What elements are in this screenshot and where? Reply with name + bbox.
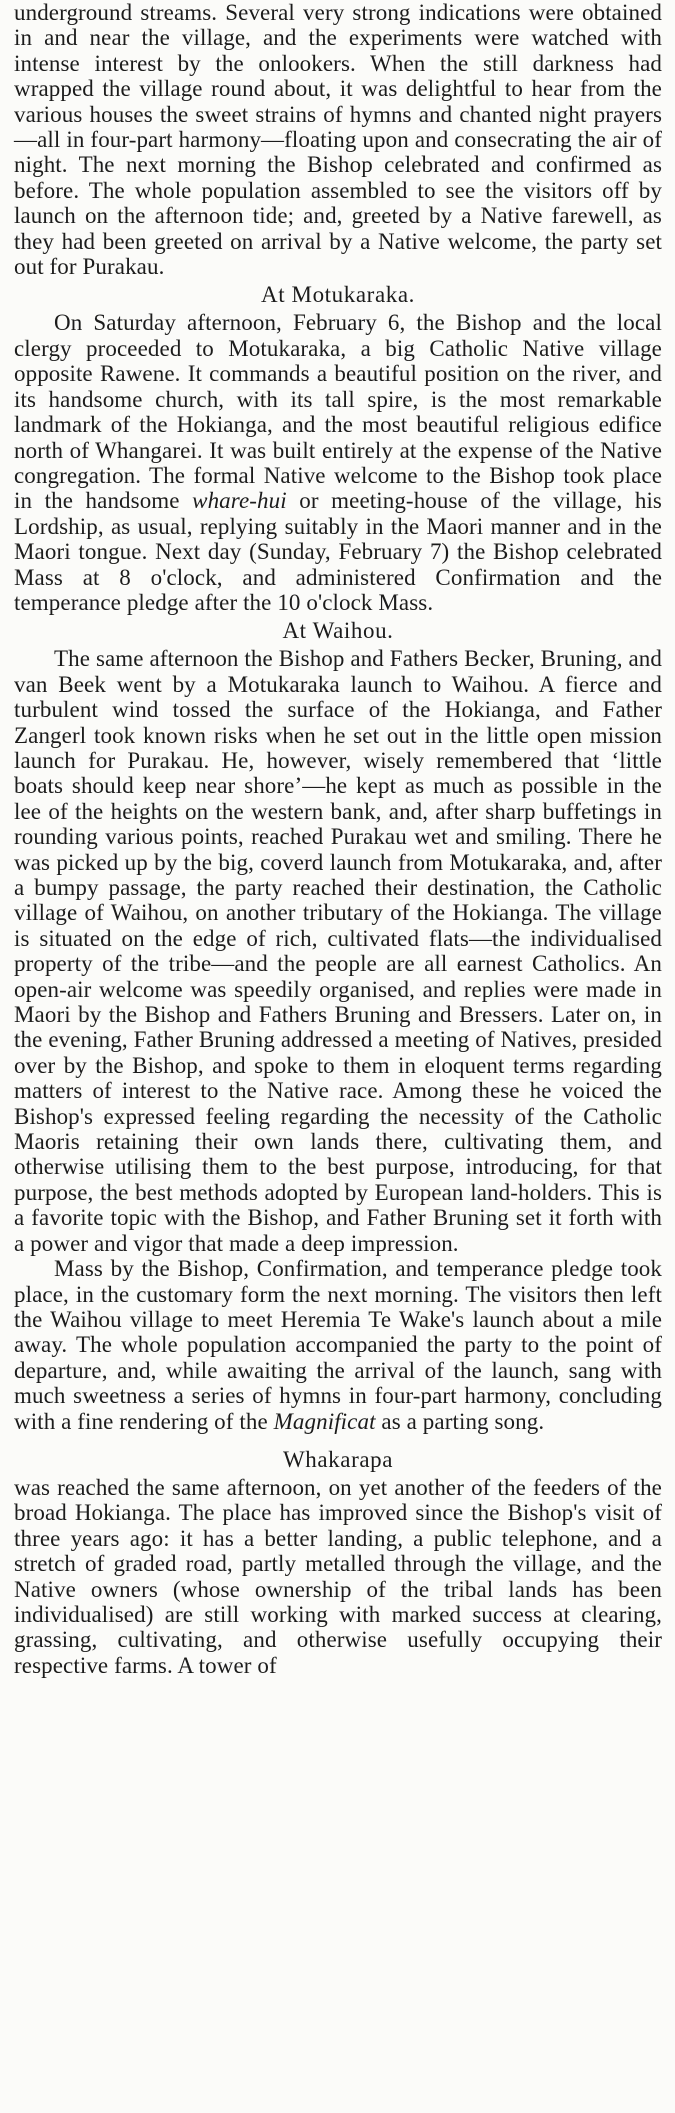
section-spacer bbox=[14, 1434, 662, 1444]
heading-motukaraka: At Motukaraka. bbox=[260, 282, 416, 308]
paragraph-mass-text-b: as a parting song. bbox=[375, 1408, 545, 1434]
italic-magnificat: Magnificat bbox=[273, 1408, 376, 1434]
paragraph-motukaraka-text-b: or meeting-house of the village, his Lordship, as usual, replying suitably in the Maori manner and in the Maori tongue. Next day (Sunday, February 7) the Bishop celebrated Mass at 8 o'clock, and administered Confirmation and the temperance pledge after the 10 o'clock Mass. bbox=[14, 488, 662, 615]
paragraph-opening: underground streams. Several very strong indications were obtained in and near the village, and the experiments were watched with intense interest by the onlookers. When the still darkness had wrapped the village round about, it was delightful to hear from the various houses the sweet strains of hymns and chanted night prayers—all in four-part harmony—floating upon and consecrating the air of night. The next morning the Bishop celebrated and confirmed as before. The whole population assembled to see the visitors off by launch on the afternoon tide; and, greeted by a Native farewell, as they had been greeted on arrival by a Native welcome, the party set out for Purakau. bbox=[14, 0, 662, 280]
italic-whare-hui: whare-hui bbox=[192, 488, 287, 514]
heading-waihou: At Waihou. bbox=[282, 618, 394, 644]
paragraph-mass-waihou bbox=[14, 1256, 662, 1434]
paragraph-waihou: The same afternoon the Bishop and Fathers Becker, Bruning, and van Beek went by a Motukaraka launch to Waihou. A fierce and turbulent wind tossed the surface of the Hokianga, and Father Zangerl took known risks when he set out in the little open mission launch for Purakau. He, however, wisely remembered that ‘little boats should keep near shore’—he kept as much as possible in the lee of the heights on the western bank, and, after sharp buffetings in rounding various points, reached Purakau wet and smiling. There he was picked up by the big, coverd launch from Motukaraka, and, after a bumpy passage, the party reached their destination, the Catholic village of Waihou, on another tributary of the Hokianga. The village is situated on the edge of rich, cultivated flats—the individualised property of the tribe—and the people are all earnest Catholics. An open-air welcome was speedily organised, and replies were made in Maori by the Bishop and Fathers Bruning and Bressers. Later on, in the evening, Father Bruning addressed a meeting of Natives, presided over by the Bishop, and spoke to them in eloquent terms regarding matters of interest to the Native race. Among these he voiced the Bishop's expressed feeling regarding the necessity of the Catholic Maoris retaining their own lands there, cultivating them, and otherwise utilising them to the best purpose, introducing, for that purpose, the best methods adopted by European land-holders. This is a favorite topic with the Bishop, and Father Bruning set it forth with a power and vigor that made a deep impression. bbox=[14, 646, 662, 1256]
article-column bbox=[14, 0, 662, 1678]
heading-whakarapa: Whakarapa bbox=[282, 1446, 394, 1472]
paragraph-mass-text-a: Mass by the Bishop, Confirmation, and temperance pledge took place, in the customary form the next morning. The visitors then left the Waihou village to meet Heremia Te Wake's launch about a mile away. The whole population accompanied the party to the point of departure, and, while awaiting the arrival of the launch, sang with much sweetness a series of hymns in four-part harmony, concluding with a fine rendering of the bbox=[14, 1256, 662, 1434]
paragraph-motukaraka bbox=[14, 310, 662, 615]
paragraph-motukaraka-text-a: On Saturday afternoon, February 6, the Bishop and the local clergy proceeded to Motukaraka, a big Catholic Native village opposite Rawene. It commands a beautiful position on the river, and its handsome church, with its tall spire, is the most remarkable landmark of the Hokianga, and the most beautiful religious edifice north of Whangarei. It was built entirely at the expense of the Native congregation. The formal Native welcome to the Bishop took place in the handsome bbox=[14, 310, 662, 514]
paragraph-whakarapa: was reached the same afternoon, on yet another of the feeders of the broad Hokianga. The place has improved since the Bishop's visit of three years ago: it has a better landing, a public telephone, and a stretch of graded road, partly metalled through the village, and the Native owners (whose ownership of the tribal lands has been individualised) are still working with marked success at clearing, grassing, cultivating, and otherwise usefully occupying their respective farms. A tower of bbox=[14, 1474, 662, 1678]
